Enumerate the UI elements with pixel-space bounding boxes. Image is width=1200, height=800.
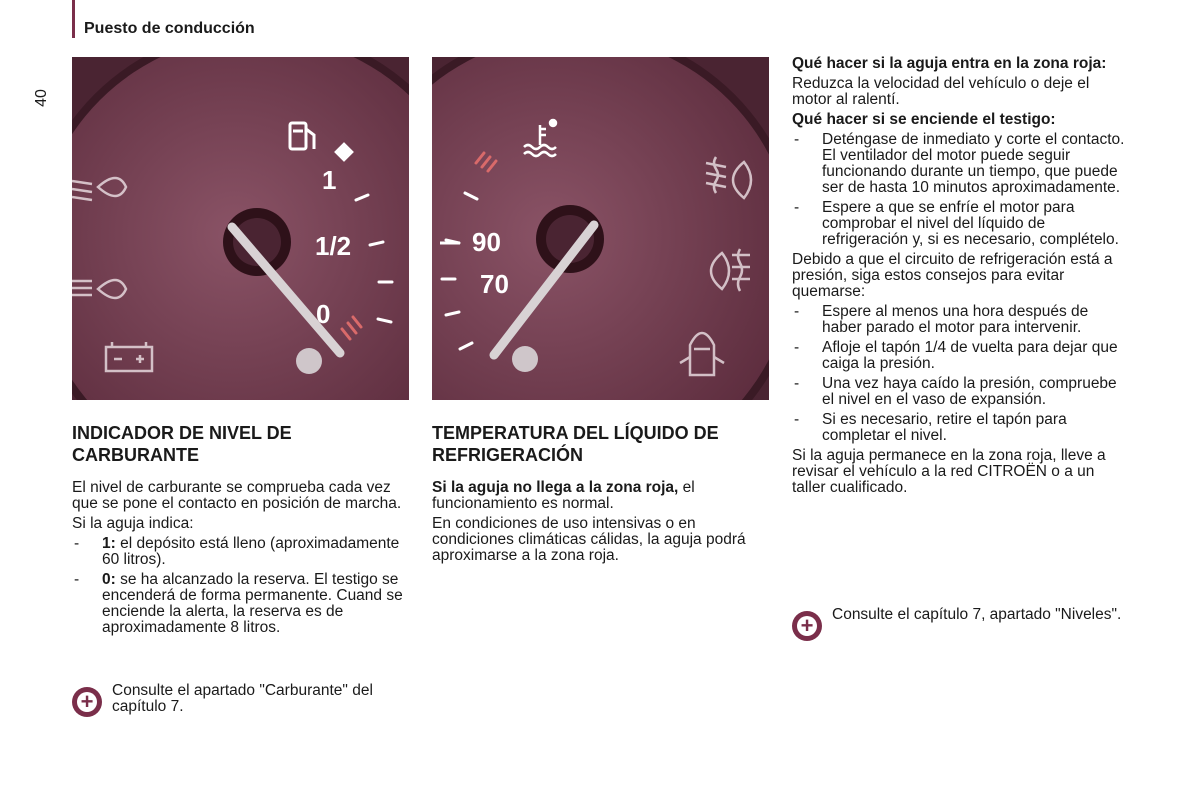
fuel-section: [72, 422, 412, 640]
fuel-item-text: se ha alcanzado la reserva. El testigo se encenderá de forma permanente. Cuand se enciende la alerta, la reserva es de aproximadamente 8 litros.: [102, 571, 403, 636]
list-item: - Espere al menos una hora después de haber parado el motor para intervenir.: [792, 304, 1132, 336]
plus-info-icon: [792, 611, 822, 641]
persistent-red-zone-text: Si la aguja permanece en la zona roja, lleve a revisar el vehículo a la red CITROËN o a un taller cualificado.: [792, 447, 1106, 496]
warning-light-heading: Qué hacer si se enciende el testigo:: [792, 111, 1056, 128]
temp-section-heading: TEMPERATURA DEL LÍQUIDO DE REFRIGERACIÓN: [432, 423, 719, 465]
right-section: [792, 56, 1132, 500]
temp-p1-bold: Si la aguja no llega a la zona roja,: [432, 479, 679, 496]
temp-p2: En condiciones de uso intensivas o en condiciones climáticas cálidas, la aguja podrá aproximarse a la zona roja.: [432, 515, 746, 564]
temp-mark-low: 70: [480, 269, 509, 299]
fuel-note: [72, 683, 412, 717]
temp-p1-rest: el funcionamiento es normal.: [432, 479, 695, 512]
list-item: [72, 536, 412, 568]
coolant-temp-gauge-illustration: [432, 57, 769, 400]
fuel-item-key: 0:: [102, 571, 116, 588]
temp-p1: [432, 480, 772, 512]
fuel-indication-list: [72, 536, 412, 636]
temp-mark-high: 90: [472, 227, 501, 257]
red-zone-heading: Qué hacer si la aguja entra en la zona roja:: [792, 55, 1107, 72]
fuel-mark-half: 1/2: [315, 231, 352, 261]
list-item: [72, 572, 412, 636]
plus-info-icon: [72, 687, 102, 717]
fuel-intro: El nivel de carburante se comprueba cada vez que se pone el contacto en posición de marcha.: [72, 479, 402, 512]
list-item: - Afloje el tapón 1/4 de vuelta para dejar que caiga la presión.: [792, 340, 1132, 372]
page-number: 40: [33, 89, 50, 107]
fuel-mark-empty: 0: [316, 299, 331, 329]
list-item: - Deténgase de inmediato y corte el contacto. El ventilador del motor puede seguir funcionando durante un tiempo, que puede ser de hasta 10 minutos aproximadamente.: [792, 132, 1132, 196]
pressure-advice-list: [792, 304, 1132, 444]
fuel-section-heading: INDICADOR DE NIVEL DE CARBURANTE: [72, 423, 292, 465]
header-accent-bar: [72, 0, 75, 38]
fuel-item-text: el depósito está lleno (aproximadamente 60 litros).: [102, 535, 400, 568]
list-item: - Si es necesario, retire el tapón para completar el nivel.: [792, 412, 1132, 444]
pressure-intro: Debido a que el circuito de refrigeración está a presión, siga estos consejos para evitar quemarse:: [792, 251, 1113, 300]
red-zone-text: Reduzca la velocidad del vehículo o deje el motor al ralentí.: [792, 75, 1090, 108]
levels-note-text: Consulte el capítulo 7, apartado "Niveles".: [832, 606, 1122, 623]
list-item: - Espere a que se enfríe el motor para comprobar el nivel del líquido de refrigeración y, si es necesario, complételo.: [792, 200, 1132, 248]
fuel-lead: Si la aguja indica:: [72, 515, 194, 532]
fuel-item-key: 1:: [102, 535, 116, 552]
temp-section: [432, 422, 772, 568]
fuel-gauge-illustration: [72, 57, 409, 400]
fuel-mark-full: 1: [322, 165, 337, 195]
fuel-note-text: Consulte el apartado "Carburante" del capítulo 7.: [112, 682, 373, 715]
warning-steps-list: [792, 132, 1132, 248]
page-header-title: Puesto de conducción: [84, 20, 255, 37]
list-item: - Una vez haya caído la presión, compruebe el nivel en el vaso de expansión.: [792, 376, 1132, 408]
levels-note: [792, 607, 1132, 641]
